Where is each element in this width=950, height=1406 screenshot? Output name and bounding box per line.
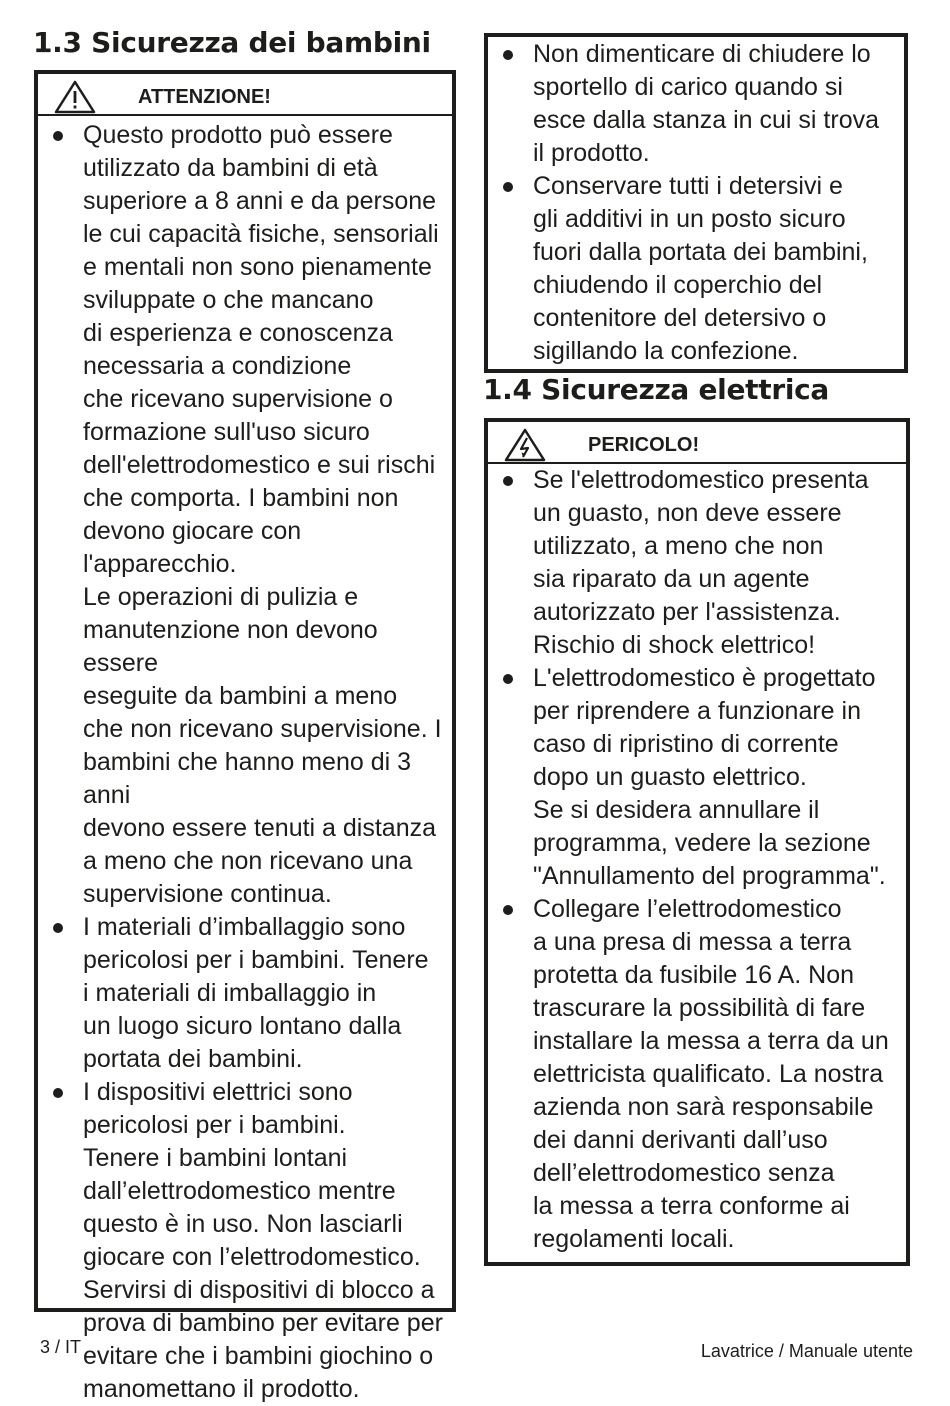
list-item: L'elettrodomestico è progettato per riprendere a funzionare in caso di ripristino di corrente dopo un guasto elettrico. Se si desidera annullare il programma, vedere la sezione "Annullamento del programma". [488, 662, 906, 893]
list-item: I dispositivi elettrici sono pericolosi per i bambini. Tenere i bambini lontani dall’elettrodomestico mentre questo è in uso. Non lasciarli giocare con l’elettrodomestico. Servirsi di dispositivi di blocco a prova di bambino per evitare per evitare che i bambini giochino o manomettano il prodotto. [38, 1076, 452, 1406]
page-number: 3 / IT [40, 1337, 82, 1357]
list-item: Non dimenticare di chiudere lo sportello di carico quando si esce dalla stanza in cui si trova il prodotto. [488, 38, 904, 170]
section-heading-electrical-safety: 1.4 Sicurezza elettrica [483, 373, 830, 406]
danger-label: PERICOLO! [588, 434, 700, 456]
document-title: Lavatrice / Manuale utente [700, 1341, 913, 1361]
warning-label: ATTENZIONE! [138, 86, 271, 108]
warning-header [38, 74, 452, 116]
danger-box [484, 418, 910, 1266]
warning-list [38, 116, 452, 1406]
electric-shock-triangle-icon [504, 428, 546, 462]
list-item: Conservare tutti i detersivi e gli additivi in un posto sicuro fuori dalla portata dei bambini, chiudendo il coperchio del contenitore del detersivo o sigillando la confezione. [488, 170, 904, 368]
list-item: Se l'elettrodomestico presenta un guasto, non deve essere utilizzato, a meno che non sia riparato da un agente autorizzato per l'assistenza. Rischio di shock elettrico! [488, 464, 906, 662]
continued-warning-list [488, 37, 904, 368]
continued-warning-box [484, 33, 908, 373]
list-item: I materiali d’imballaggio sono pericolosi per i bambini. Tenere i materiali di imballaggio in un luogo sicuro lontano dalla portata dei bambini. [38, 911, 452, 1076]
danger-list [488, 464, 906, 1256]
warning-triangle-icon [54, 80, 96, 114]
list-item: Questo prodotto può essere utilizzato da bambini di età superiore a 8 anni e da persone le cui capacità fisiche, sensoriali e mentali non sono pienamente sviluppate o che mancano di esperienza e conoscenza necessaria a condizione che ricevano supervisione o formazione sull'uso sicuro dell'elettrodomestico e sui rischi che comporta. I bambini non devono giocare con l'apparecchio. Le operazioni di pulizia e manutenzione non devono essere eseguite da bambini a meno che non ricevano supervisione. I bambini che hanno meno di 3 anni devono essere tenuti a distanza a meno che non ricevano una supervisione continua. [38, 119, 452, 911]
list-item: Collegare l’elettrodomestico a una presa di messa a terra protetta da fusibile 16 A. Non trascurare la possibilità di fare installare la messa a terra da un elettricista qualificato. La nostra azienda non sarà responsabile dei danni derivanti dall’uso dell’elettrodomestico senza la messa a terra conforme ai regolamenti locali. [488, 893, 906, 1256]
section-heading-child-safety: 1.3 Sicurezza dei bambini [33, 26, 431, 59]
danger-header [488, 422, 906, 464]
